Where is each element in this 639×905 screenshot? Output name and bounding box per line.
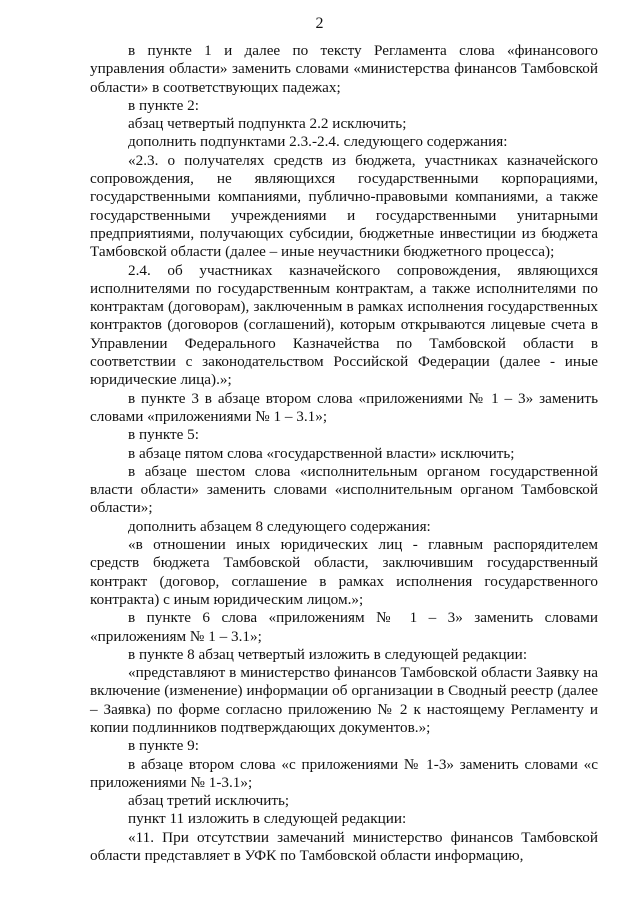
paragraph: в абзаце пятом слова «государственной власти» исключить; xyxy=(128,444,515,462)
paragraph: в пункте 6 слова «приложениям № 1 – 3» заменить словами «приложениям № 1 – 3.1»; xyxy=(90,609,598,645)
paragraph: в пункте 9: xyxy=(128,737,199,755)
paragraph: «2.3. о получателях средств из бюджета, участниках казначейского сопровождения, не являющихся государственными корпорациями, государственными компаниями, публично-правовыми компаниями, а также государственными учреждениями и государственными унитарными предприятиями, получающих субсидии, бюджетные инвестиции из бюджета Тамбовской области (далее – иные неучастники бюджетного процесса); xyxy=(90,151,598,261)
paragraph: 2.4. об участниках казначейского сопровождения, являющихся исполнителями по государственным контрактам, а также исполнителями по контрактам (договорам), заключенным в рамках исполнения государственных контрактов (договоров (соглашений), которым открываются лицевые счета в Управлении Федерального Казначейства по Тамбовской области в соответствии с законодательством Российской Федерации (далее - иные юридические лица).»; xyxy=(90,261,598,389)
paragraph: в пункте 8 абзац четвертый изложить в следующей редакции: xyxy=(128,645,528,663)
paragraph: в абзаце втором слова «с приложениями № 1-3» заменить словами «с приложениями № 1-3.1»; xyxy=(90,755,598,791)
paragraph: «11. При отсутствии замечаний министерство финансов Тамбовской области представляет в УФК по Тамбовской области информацию, xyxy=(90,828,598,865)
paragraph: в пункте 3 в абзаце втором слова «приложениями № 1 – 3» заменить словами «приложениями № 1 – 3.1»; xyxy=(90,389,598,425)
paragraph: дополнить абзацем 8 следующего содержания: xyxy=(128,517,431,535)
paragraph: «представляют в министерство финансов Тамбовской области Заявку на включение (изменение) информации об организации в Сводный реестр (далее – Заявка) по форме согласно приложению № 2 к настоящему Регламенту и копии подлинников подтверждающих документов.»; xyxy=(90,664,598,736)
document-body xyxy=(90,42,598,865)
paragraph: в пункте 1 и далее по тексту Регламента слова «финансового управления области» заменить словами «министерства финансов Тамбовской области» в соответствующих падежах; xyxy=(90,42,598,96)
paragraph: в пункте 2: xyxy=(128,96,199,114)
page-number: 2 xyxy=(315,15,324,32)
paragraph: абзац четвертый подпункта 2.2 исключить; xyxy=(128,115,407,133)
paragraph: в пункте 5: xyxy=(128,426,199,444)
paragraph: пункт 11 изложить в следующей редакции: xyxy=(128,810,407,828)
paragraph: абзац третий исключить; xyxy=(128,792,290,810)
paragraph: в абзаце шестом слова «исполнительным органом государственной власти области» заменить словами «исполнительным органом Тамбовской области»; xyxy=(90,462,598,517)
paragraph: дополнить подпунктами 2.3.-2.4. следующего содержания: xyxy=(128,133,508,151)
paragraph: «в отношении иных юридических лиц - главным распорядителем средств бюджета Тамбовской области, заключившим государственный контракт (договор, соглашение в рамках исполнения государственного контракта) с иным юридическим лицом.»; xyxy=(90,536,598,608)
